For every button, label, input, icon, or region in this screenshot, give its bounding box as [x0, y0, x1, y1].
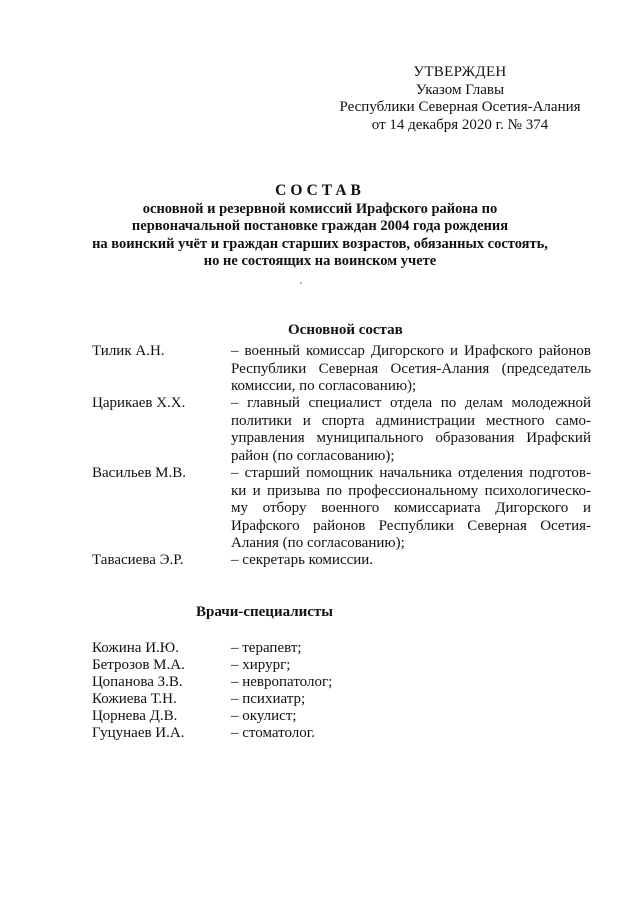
member-name: Васильев М.В.	[92, 465, 187, 481]
member-description	[231, 343, 591, 396]
approval-block	[330, 64, 590, 134]
description-line: – старший помощник начальника отделения подготов-	[231, 465, 591, 481]
description-line: му отбору военного комиссариата Дигорского и	[231, 500, 591, 516]
description-line: управления муниципального образования Ирафский	[231, 430, 591, 446]
title-line: первоначальной постановке граждан 2004 года рождения	[131, 218, 509, 234]
doctor-role: – психиатр;	[231, 691, 306, 707]
description-line: Алания (по согласованию);	[231, 535, 405, 551]
member-description	[231, 552, 591, 570]
description-line: – военный комиссар Дигорского и Ирафского районов	[231, 343, 591, 359]
doctor-role: – окулист;	[231, 708, 297, 724]
doctor-name: Кожина И.Ю.	[92, 640, 179, 656]
member-name: Царикаев Х.Х.	[92, 395, 186, 411]
title-heading: СОСТАВ	[275, 182, 365, 199]
description-line: район (по согласованию);	[231, 447, 395, 464]
doctor-role: – терапевт;	[231, 640, 302, 656]
description-line: ки и призыва по профессиональному психологическо-	[231, 482, 591, 499]
member-description	[231, 465, 591, 553]
doctor-name: Кожиева Т.Н.	[92, 691, 177, 707]
doctor-role: – невропатолог;	[231, 674, 333, 690]
doctor-role: – стоматолог.	[231, 725, 315, 741]
approval-republic: Республики Северная Осетия-Алания	[339, 99, 581, 115]
doctor-name: Бетрозов М.А.	[92, 657, 185, 673]
member-name: Тавасиева Э.Р.	[92, 552, 184, 568]
doctor-name: Цорнева Д.В.	[92, 708, 178, 724]
member-name: Тилик А.Н.	[92, 343, 165, 359]
description-line: комиссии, по согласованию);	[231, 378, 417, 394]
title-line: основной и резервной комиссий Ирафского района по	[142, 200, 498, 217]
doctor-name: Гуцунаев И.А.	[92, 725, 185, 741]
description-line: – главный специалист отдела по делам молодежной	[231, 395, 591, 411]
stray-dot	[300, 282, 302, 284]
approval-decree: Указом Главы	[415, 81, 505, 98]
description-line: политики и спорта администрации местного само-	[231, 412, 591, 429]
member-description	[231, 395, 591, 465]
title-line: но не состоящих на воинском учете	[203, 253, 437, 269]
title-line: на воинский учёт и граждан старших возрастов, обязанных состоять,	[92, 235, 548, 252]
description-line: – секретарь комиссии.	[231, 552, 374, 568]
doctors-section-title: Врачи-специалисты	[196, 604, 334, 620]
doctor-role: – хирург;	[231, 657, 291, 673]
description-line: Ирафского районов Республики Северная Осетия-	[231, 517, 591, 534]
doctor-name: Цопанова З.В.	[92, 674, 183, 690]
document-title	[80, 182, 560, 271]
main-section-title: Основной состав	[288, 322, 403, 338]
description-line: Республики Северная Осетия-Алания (председатель	[231, 360, 591, 377]
approval-status: УТВЕРЖДЕН	[413, 64, 507, 80]
approval-date: от 14 декабря 2020 г. № 374	[371, 116, 549, 133]
